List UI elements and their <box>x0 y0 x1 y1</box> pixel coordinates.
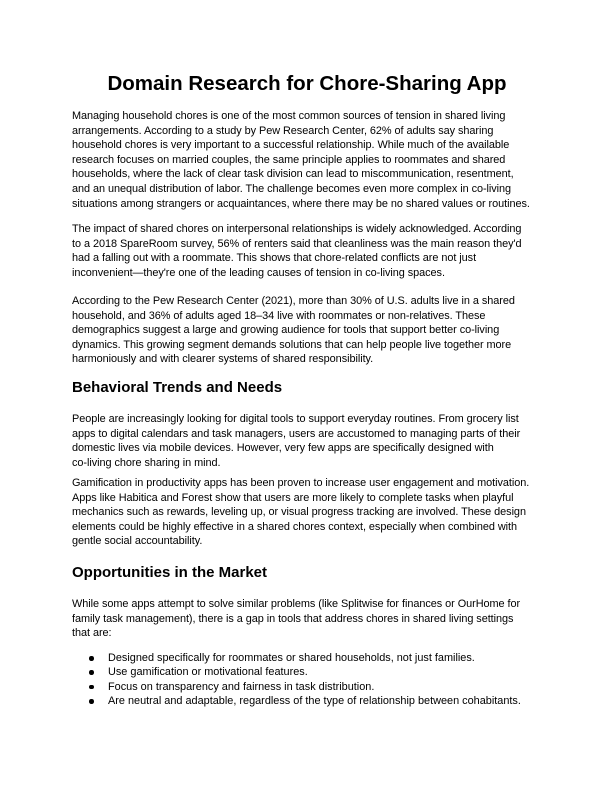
bullet-text: Focus on transparency and fairness in task distribution. <box>108 680 375 693</box>
bullet-item <box>89 680 521 694</box>
text-line: households, where the lack of clear task division can lead to miscommunication, resentment, <box>72 168 514 181</box>
text-line: arrangements. According to a study by Pew Research Center, 62% of adults say sharing <box>72 124 494 137</box>
document-title: Domain Research for Chore-Sharing App <box>107 72 507 95</box>
section-heading-behavioral-trends: Behavioral Trends and Needs <box>72 379 283 396</box>
intro-paragraph-2 <box>72 222 546 280</box>
behavioral-paragraph-1 <box>72 412 546 470</box>
text-line: apps to digital calendars and task managers, users are accustomed to managing parts of their <box>72 427 521 440</box>
text-line: elements could be highly effective in a shared chores context, especially when combined with <box>72 520 517 533</box>
text-line: and an unequal distribution of labor. The challenge becomes even more complex in co-living <box>72 182 512 195</box>
bullet-item <box>89 665 521 679</box>
text-line: mechanics such as rewards, leveling up, or visual progress tracking are involved. These design <box>72 506 526 519</box>
text-line: household, and 36% of adults aged 18–34 live with roommates or non-relatives. These <box>72 309 486 322</box>
bullet-icon <box>89 685 94 690</box>
text-line: to a 2018 SpareRoom survey, 56% of renters said that cleanliness was the main reason they'd <box>72 237 522 250</box>
intro-paragraph-3 <box>72 294 546 367</box>
text-line: research focuses on married couples, the same principle applies to roommates and shared <box>72 153 506 166</box>
bullet-item <box>89 694 521 708</box>
bullet-text: Are neutral and adaptable, regardless of the type of relationship between cohabitants. <box>108 695 521 708</box>
bullet-icon <box>89 699 94 704</box>
text-line: gentle social accountability. <box>72 535 203 548</box>
text-line: Managing household chores is one of the most common sources of tension in shared living <box>72 110 506 122</box>
bullet-item <box>89 651 521 665</box>
opportunities-paragraph <box>72 597 546 641</box>
opportunities-bullet-list <box>89 651 521 709</box>
text-line: People are increasingly looking for digital tools to support everyday routines. From grocery list <box>72 413 519 425</box>
text-line: had a falling out with a roommate. This shows that chore-related conflicts are not just <box>72 252 477 265</box>
text-line: household chores is very important to a successful relationship. While much of the available <box>72 139 510 152</box>
text-line: According to the Pew Research Center (2021), more than 30% of U.S. adults live in a shared <box>72 295 515 307</box>
text-line: harmoniously and with clearer systems of shared responsibility. <box>72 353 374 366</box>
text-line: Gamification in productivity apps has been proven to increase user engagement and motivation. <box>72 477 530 489</box>
behavioral-paragraph-2 <box>72 476 546 549</box>
text-line: Apps like Habitica and Forest show that users are more likely to complete tasks when playful <box>72 491 514 504</box>
section-heading-opportunities: Opportunities in the Market <box>72 564 268 581</box>
text-line: domestic lives via mobile devices. However, very few apps are specifically designed with <box>72 442 494 455</box>
text-line: co-living chore sharing in mind. <box>72 456 221 469</box>
text-line: demographics suggest a large and growing audience for tools that support better co-living <box>72 324 500 337</box>
intro-paragraph-1 <box>72 109 546 211</box>
text-line: The impact of shared chores on interpersonal relationships is widely acknowledged. According <box>72 223 522 235</box>
bullet-text: Use gamification or motivational features. <box>108 666 308 679</box>
text-line: dynamics. This growing segment demands solutions that can help people live together more <box>72 338 512 351</box>
text-line: inconvenient—they're one of the leading causes of tension in co-living spaces. <box>72 266 445 279</box>
text-line: situations among strangers or acquaintances, where there may be no shared values or routines. <box>72 197 530 210</box>
bullet-icon <box>89 656 94 661</box>
bullet-text: Designed specifically for roommates or shared households, not just families. <box>108 652 475 664</box>
text-line: family task management), there is a gap in tools that address chores in shared living settings <box>72 612 514 625</box>
text-line: that are: <box>72 627 112 640</box>
bullet-icon <box>89 670 94 675</box>
text-line: While some apps attempt to solve similar problems (like Splitwise for finances or OurHome for <box>72 598 521 610</box>
